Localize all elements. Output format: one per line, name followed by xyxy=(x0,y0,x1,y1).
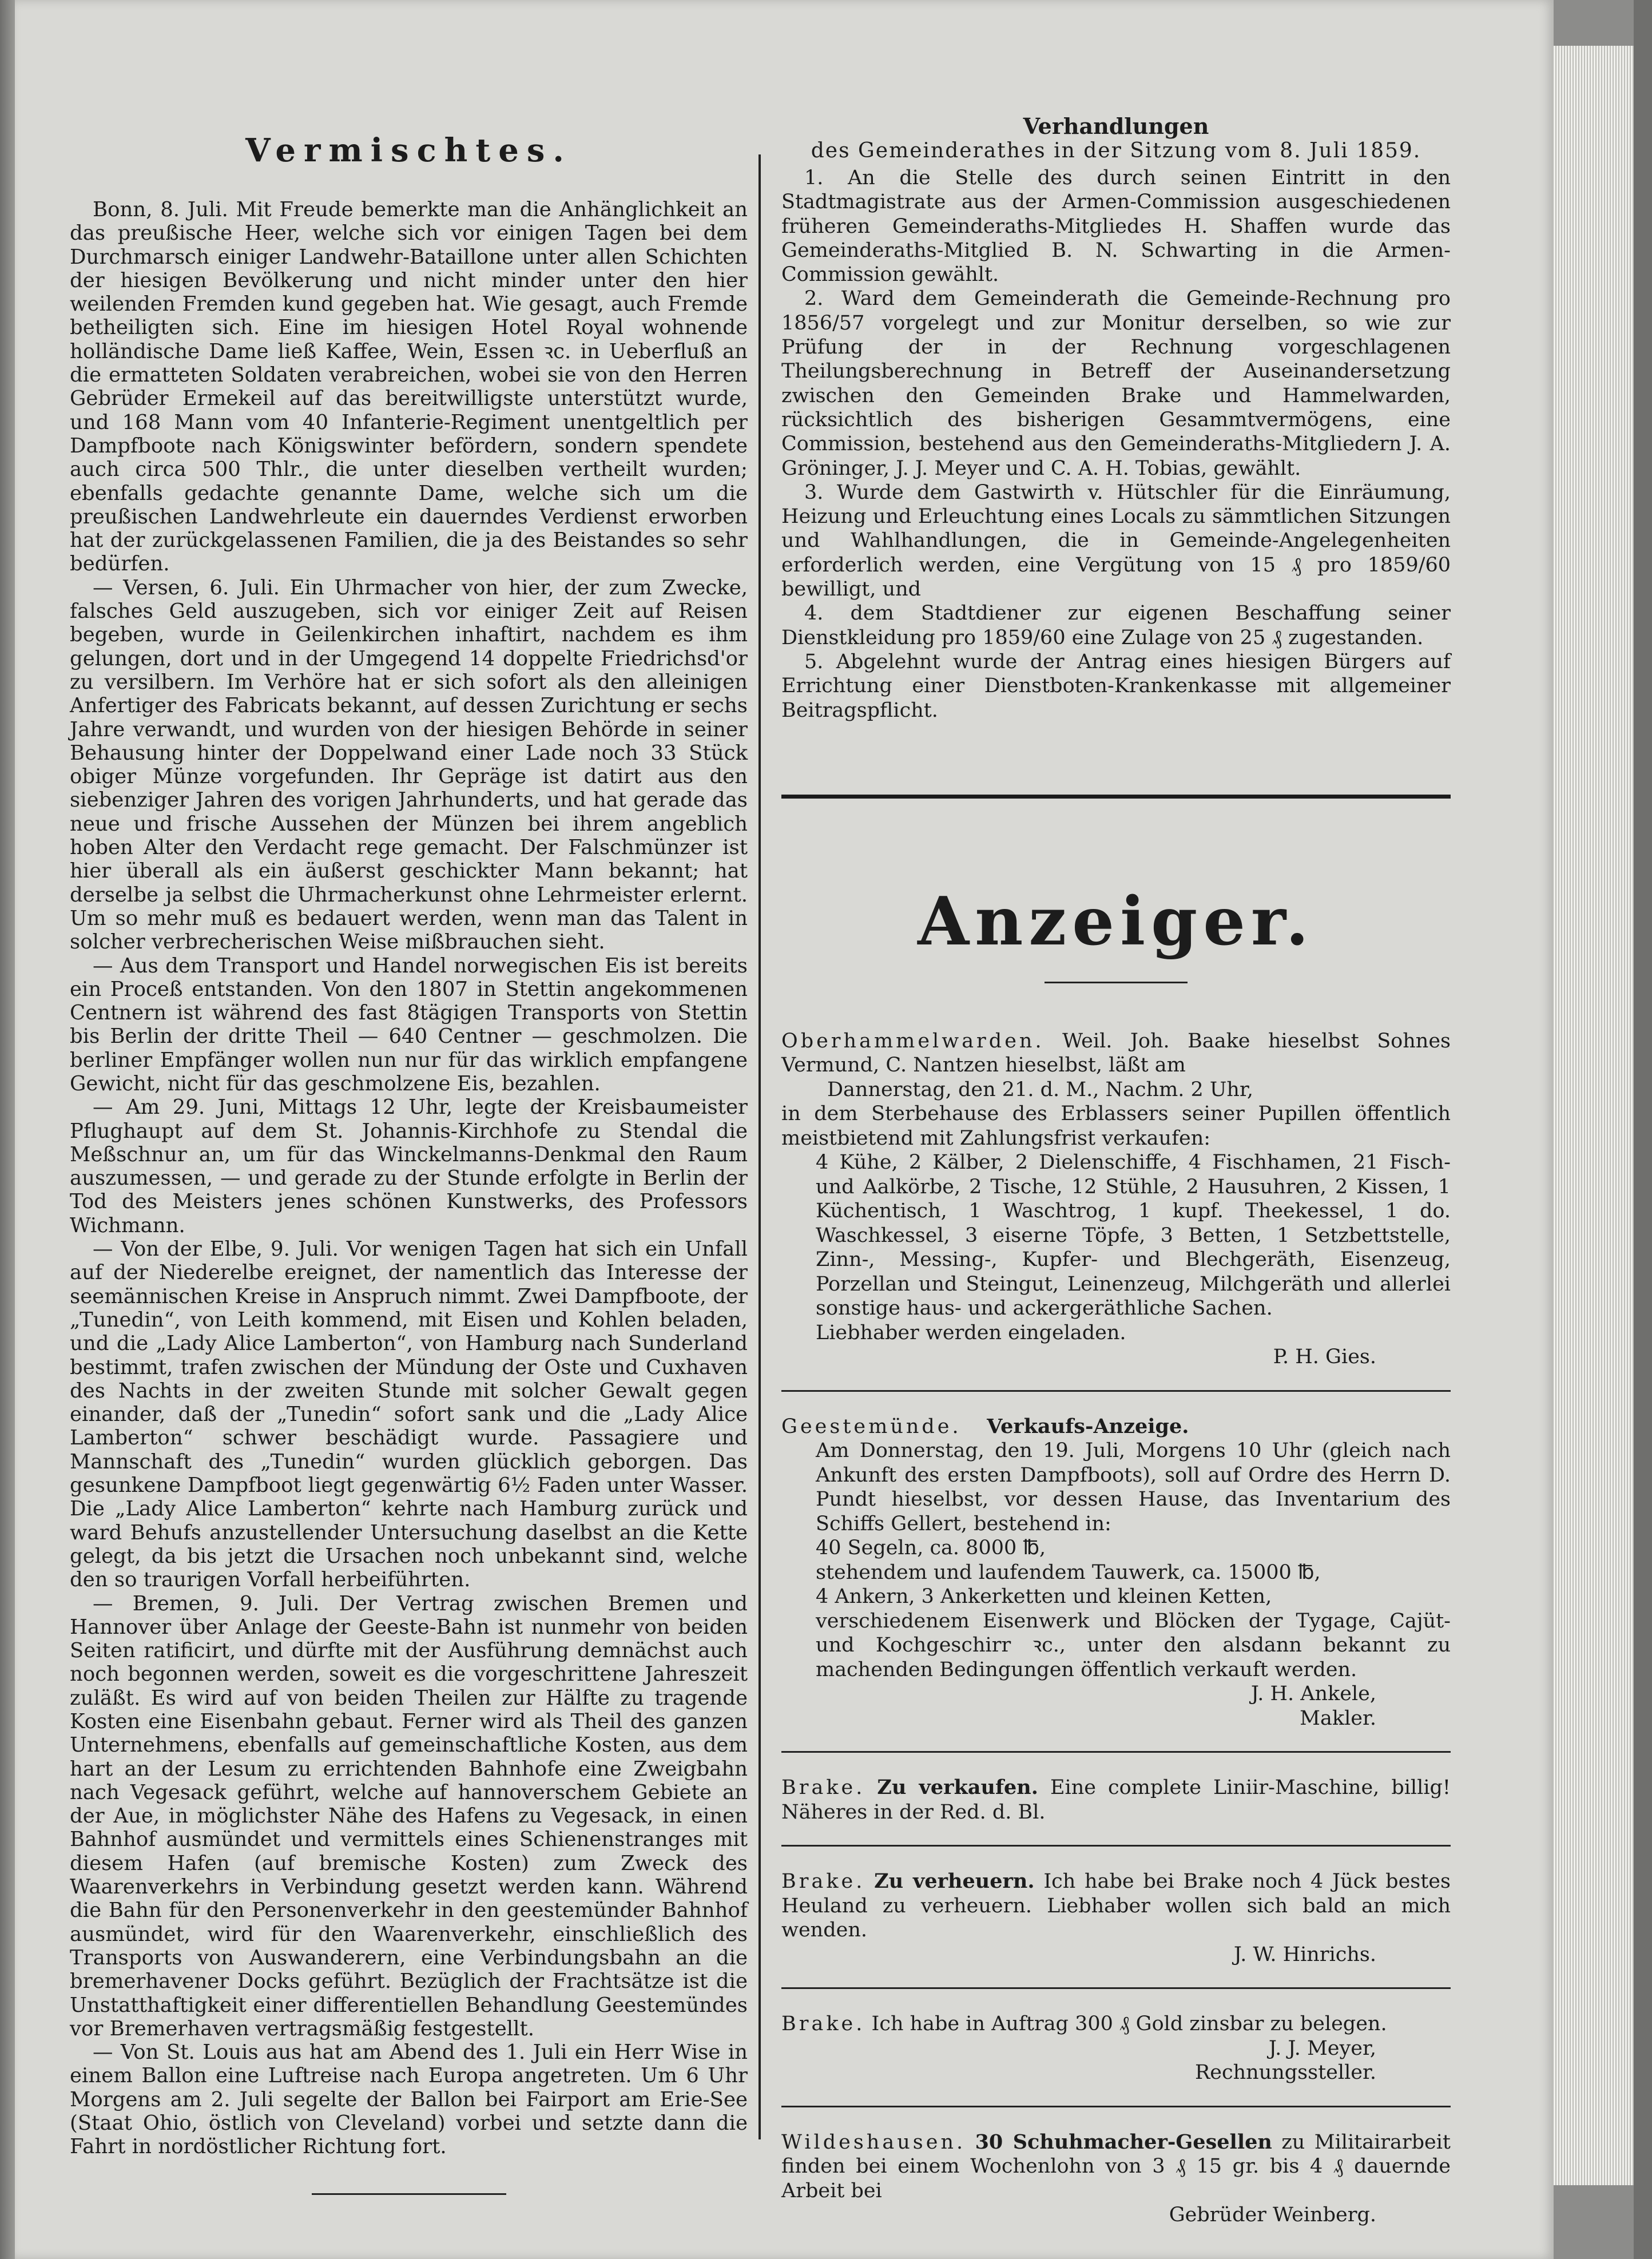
ad-item: stehendem und laufendem Tauwerk, ca. 15000 ℔, xyxy=(816,1561,1321,1584)
ad-geestemuende xyxy=(781,1415,1451,1731)
news-elbe: — Von der Elbe, 9. Juli. Vor wenigen Tagen hat sich ein Unfall auf der Niederelbe ereignet, der namentlich das Interesse der seemännischen Kreise in Anspruch nimmt. Zwei Dampfboote, der „Tunedin“, von Leith kommend, mit Eisen und Kohlen beladen, und die „Lady Alice Lamberton“, von Hamburg nach Sunderland bestimmt, trafen zwischen der Mündung der Oste und Cuxhaven des Nachts in der zweiten Stunde mit solcher Gewalt gegen einander, daß der „Tunedin“ sofort sank und die „Lady Alice Lamberton“ schwer beschädigt wurde. Passagiere und Mannschaft des „Tunedin“ wurden glücklich geborgen. Das gesunkene Dampfboot liegt gegenwärtig 6½ Faden unter Wasser. Die „Lady Alice Lamberton“ kehrte nach Hamburg zurück und ward Behufs anzustellender Untersuchung daselbst an die Kette gelegt, da bis jetzt die Ursachen noch unbekannt sind, welche den so traurigen Vorfall herbeiführten. xyxy=(70,1237,748,1592)
ad-tail: verschiedenem Eisenwerk und Blöcken der Tygage, Cajüt- und Kochgeschirr ꝛc., unter den alsdann bekannt zu machenden Bedingungen öffentlich verkauft werden. xyxy=(816,1609,1451,1681)
ad-body: Ich habe bei Brake noch 4 Jück bestes Heuland zu verheuern. Liebhaber wollen sich bald an mich wenden. xyxy=(781,1870,1451,1942)
ad-separator xyxy=(781,1845,1451,1847)
left-column xyxy=(70,114,748,2195)
verh-item: 3. Wurde dem Gastwirth v. Hütschler für die Einräumung, Heizung und Erleuchtung eines Locals zu sämmtlichen Sitzungen und Wahlhandlungen, die in Gemeinde-Angelegenheiten erforderlich werden, eine Vergütung von 15 ₰ pro 1859/60 bewilligt, und xyxy=(781,481,1451,601)
ad-location: Brake. xyxy=(781,1776,865,1800)
verh-item: 5. Abgelehnt wurde der Antrag eines hiesigen Bürgers auf Errichtung einer Dienstboten-Krankenkasse mit allgemeiner Beitragspflicht. xyxy=(781,650,1451,722)
ad-signature: Gebrüder Weinberg. xyxy=(1169,2204,1376,2227)
ad-separator xyxy=(781,1390,1451,1392)
ad-body: in dem Sterbehause des Erblassers seiner Pupillen öffentlich meistbietend mit Zahlungsfrist verkaufen: xyxy=(781,1102,1451,1150)
verh-item: 1. An die Stelle des durch seinen Eintritt in den Stadtmagistrate aus der Armen-Commission ausgeschiedenen früheren Gemeinderaths-Mitgliedes H. Shaffen wurde das Gemeinderaths-Mitglied B. N. Schwarting in die Armen-Commission gewählt. xyxy=(781,166,1451,287)
verhandlungen-title: Verhandlungen xyxy=(1023,113,1209,139)
news-st-louis: — Von St. Louis aus hat am Abend des 1. Juli ein Herr Wise in einem Ballon eine Luftreise nach Europa angetreten. Um 6 Uhr Morgens am 2. Juli segelte der Ballon bei Fairport am Erie-See (Staat Ohio, östlich von Cleveland) vorbei und setzte dann die Fahrt in nordöstlicher Richtung fort. xyxy=(70,2040,748,2159)
ad-location: Brake. xyxy=(781,1870,865,1893)
page-stack-edge xyxy=(1554,46,1634,2185)
ad-separator xyxy=(781,1987,1451,1989)
anzeiger-underline xyxy=(1045,982,1188,983)
ad-items: 4 Kühe, 2 Kälber, 2 Dielenschiffe, 4 Fischhamen, 21 Fisch- und Aalkörbe, 2 Tische, 12 Stühle, 2 Hausuhren, 2 Kissen, 1 Küchentisch, 1 Waschtrog, 1 kupf. Theekessel, 1 do. Waschkessel, 3 eiserne Töpfe, 3 Betten, 1 Setzbettstelle, Zinn-, Messing-, Kupfer- und Blechgeräth, Eisenzeug, Porzellan und Steingut, Leinenzeug, Milchgeräth und allerlei sonstige haus- und ackergeräthliche Sachen. xyxy=(816,1151,1451,1320)
ad-separator xyxy=(781,1751,1451,1753)
verh-item: 4. dem Stadtdiener zur eigenen Beschaffung seiner Dienstkleidung pro 1859/60 eine Zulage von 25 ₰ zugestanden. xyxy=(781,602,1451,649)
ad-oberhammelwarden xyxy=(781,1029,1451,1369)
ad-item: 40 Segeln, ca. 8000 ℔, xyxy=(816,1537,1046,1560)
column-divider xyxy=(759,154,761,2139)
anzeiger-heading: Anzeiger. xyxy=(918,882,1315,960)
ad-intro: Weil. Joh. Baake hieselbst Sohnes Vermund, C. Nantzen hieselbst, läßt am xyxy=(781,1029,1451,1077)
ad-title: 30 Schuhmacher-Gesellen xyxy=(975,2130,1272,2154)
ad-body: Ich habe in Auftrag 300 ₰ Gold zinsbar zu belegen. xyxy=(871,2012,1387,2036)
section-rule xyxy=(781,795,1451,799)
ad-signature-role: Makler. xyxy=(1300,1706,1376,1730)
verhandlungen-block xyxy=(781,114,1451,722)
newspaper-page xyxy=(15,0,1554,2259)
ad-body: Am Donnerstag, den 19. Juli, Morgens 10 Uhr (gleich nach Ankunft des ersten Dampfboots), soll auf Ordre des Herrn D. Pundt hieselbst, vor dessen Hause, das Inventarium des Schiffs Gellert, bestehend in: xyxy=(816,1439,1451,1535)
ad-signature: P. H. Gies. xyxy=(1273,1345,1376,1369)
verh-item: 2. Ward dem Gemeinderath die Gemeinde-Rechnung pro 1856/57 vorgelegt und zur Monitur derselben, so wie zur Prüfung der in der Rechnung vorgeschlagenen Theilungsberechnung in Betreff der Auseinandersetzung zwischen den Gemeinden Brake und Hammelwarden, rücksichtlich des bisherigen Gesammtvermögens, eine Commission, bestehend aus den Gemeinderaths-Mitgliedern J. A. Gröninger, J. J. Meyer und C. A. H. Tobias, gewählt. xyxy=(781,287,1451,480)
ad-separator xyxy=(781,2106,1451,2107)
news-bremen: — Bremen, 9. Juli. Der Vertrag zwischen Bremen und Hannover über Anlage der Geeste-Bahn ist nunmehr von beiden Seiten ratificirt, und dürfte mit der Ausführung demnächst auch noch begonnen werden, soweit es die vorgeschrittene Jahreszeit zuläßt. Es wird auf von beiden Theilen zur Hälfte zu tragende Kosten eine Eisenbahn gebaut. Ferner wird als Theil des ganzen Unternehmens, ebenfalls auf gemeinschaftliche Kosten, aus dem hart an der Lesum zu errichtenden Bahnhofe eine Zweigbahn nach Vegesack geführt, welche auf hannoverschem Gebiete an der Aue, in möglichster Nähe des Hafens zu Vegesack, in einen Bahnhof ausmündet und vermittels eines Schienenstranges mit diesem Hafen (auf bremische Kosten) zum Zweck des Waarenverkehrs in Verbindung gesetzt werden kann. Während die Bahn für den Personenverkehr in den geestemünder Bahnhof ausmündet, wird für den Waarenverkehr, einschließlich des Transports von Auswanderern, eine Verbindungsbahn an die bremerhavener Docks geführt. Bezüglich der Frachtsätze ist die Unstatthaftigkeit einer differentiellen Behandlung Geestemündes vor Bremerhaven vertragsmäßig festgestellt. xyxy=(70,1591,748,2040)
ad-title: Zu verkaufen. xyxy=(877,1776,1038,1800)
news-versen: — Versen, 6. Juli. Ein Uhrmacher von hier, der zum Zwecke, falsches Geld auszugeben, sich vor einiger Zeit auf Reisen begeben, wurde in Geilenkirchen inhaftirt, nachdem es ihm gelungen, dort und in der Umgegend 14 doppelte Friedrichsd'or zu versilbern. Im Verhöre hat er sich sofort als den alleinigen Anfertiger des Fabricats bekannt, auf dessen Zurichtung er sechs Jahre verwandt, und wurden von der hiesigen Behörde in seiner Behausung hinter der Doppelwand einer Lade noch 33 Stück obiger Münze vorgefunden. Ihr Gepräge ist datirt aus den siebenziger Jahren des vorigen Jahrhunderts, und hat gerade das neue und frische Aussehen der Münzen bei ihrem angeblich hoben Alter den Verdacht rege gemacht. Der Falschmünzer ist hier überall als ein äußerst geschickter Mann bekannt; hat derselbe ja selbst die Uhrmacherkunst ohne Lehrmeister erlernt. Um so mehr muß es bedauert werden, wenn man das Talent in solcher verbrecherischen Weise mißbrauchen sieht. xyxy=(70,575,748,954)
ad-signature: J. H. Ankele, xyxy=(1250,1682,1376,1706)
vermischtes-heading: Vermischtes. xyxy=(245,132,572,169)
ad-location: Oberhammelwarden. xyxy=(781,1029,1045,1053)
background-edge xyxy=(1634,0,1652,2259)
ad-title: Zu verheuern. xyxy=(874,1869,1035,1893)
binding-shadow xyxy=(0,0,15,2259)
ad-signature: J. W. Hinrichs. xyxy=(1233,1943,1376,1966)
ad-invite: Liebhaber werden eingeladen. xyxy=(816,1321,1126,1344)
right-column xyxy=(781,114,1451,2228)
ad-brake-verkaufen xyxy=(781,1776,1451,1824)
ad-location: Geestemünde. xyxy=(781,1415,962,1438)
verhandlungen-subtitle: des Gemeinderathes in der Sitzung vom 8. Juli 1859. xyxy=(811,139,1421,162)
ad-signature-role: Rechnungssteller. xyxy=(1194,2061,1376,2085)
news-stendal: — Am 29. Juni, Mittags 12 Uhr, legte der Kreisbaumeister Pflughaupt auf dem St. Johannis-Kirchhofe zu Stendal die Meßschnur an, um für das Winckelmanns-Denkmal den Raum auszumessen, — und gerade zu der Stunde erfolgte in Berlin der Tod des Meisters jenes schönen Kunstwerks, des Professors Wichmann. xyxy=(70,1095,748,1237)
ad-item: 4 Ankern, 3 Ankerketten und kleinen Ketten, xyxy=(816,1585,1272,1609)
ad-location: Wildeshausen. xyxy=(781,2130,966,2154)
ad-brake-gold xyxy=(781,2012,1451,2085)
end-rule xyxy=(312,2193,506,2195)
ad-body: zu Militairarbeit finden bei einem Wochenlohn von 3 ₰ 15 gr. bis 4 ₰ dauernde Arbeit bei xyxy=(781,2130,1451,2202)
ad-location: Brake. xyxy=(781,2012,865,2036)
ad-wildeshausen xyxy=(781,2130,1451,2228)
ad-title: Verkaufs-Anzeige. xyxy=(987,1414,1189,1438)
ad-body: Eine complete Liniir-Maschine, billig! Näheres in der Red. d. Bl. xyxy=(781,1776,1451,1824)
news-eis: — Aus dem Transport und Handel norwegischen Eis ist bereits ein Proceß entstanden. Von den 1807 in Stettin angekommenen Centnern ist während des fast 8tägigen Transports von Stettin bis Berlin der dritte Theil — 640 Centner — geschmolzen. Die berliner Empfänger wollen nun nur für das wirklich empfangene Gewicht, nicht für das geschmolzene Eis, bezahlen. xyxy=(70,954,748,1095)
ad-brake-verheuern xyxy=(781,1869,1451,1967)
ad-date: Dannerstag, den 21. d. M., Nachm. 2 Uhr, xyxy=(827,1078,1253,1101)
ad-signature: J. J. Meyer, xyxy=(1268,2036,1376,2060)
news-bonn: Bonn, 8. Juli. Mit Freude bemerkte man die Anhänglichkeit an das preußische Heer, welche sich vor einigen Tagen bei dem Durchmarsch einiger Landwehr-Bataillone unter allen Schichten der hiesigen Bevölkerung und nicht minder unter den hier weilenden Fremden kund gegeben hat. Wie gesagt, auch Fremde betheiligten sich. Eine im hiesigen Hotel Royal wohnende holländische Dame ließ Kaffee, Wein, Essen ꝛc. in Ueberfluß an die ermatteten Soldaten verabreichen, wobei sie von den Herren Gebrüder Ermekeil auf das bereitwilligste unterstützt wurde, und 168 Mann vom 40 Infanterie-Regiment unentgeltlich per Dampfboote nach Königswinter befördern, sondern spendete auch circa 500 Thlr., die unter dieselben vertheilt wurden; ebenfalls gedachte genannte Dame, welche sich um die preußischen Landwehrleute ein dauerndes Verdienst erworben hat der zurückgelassenen Familien, die ja des Beistandes so sehr bedürfen. xyxy=(70,198,748,576)
